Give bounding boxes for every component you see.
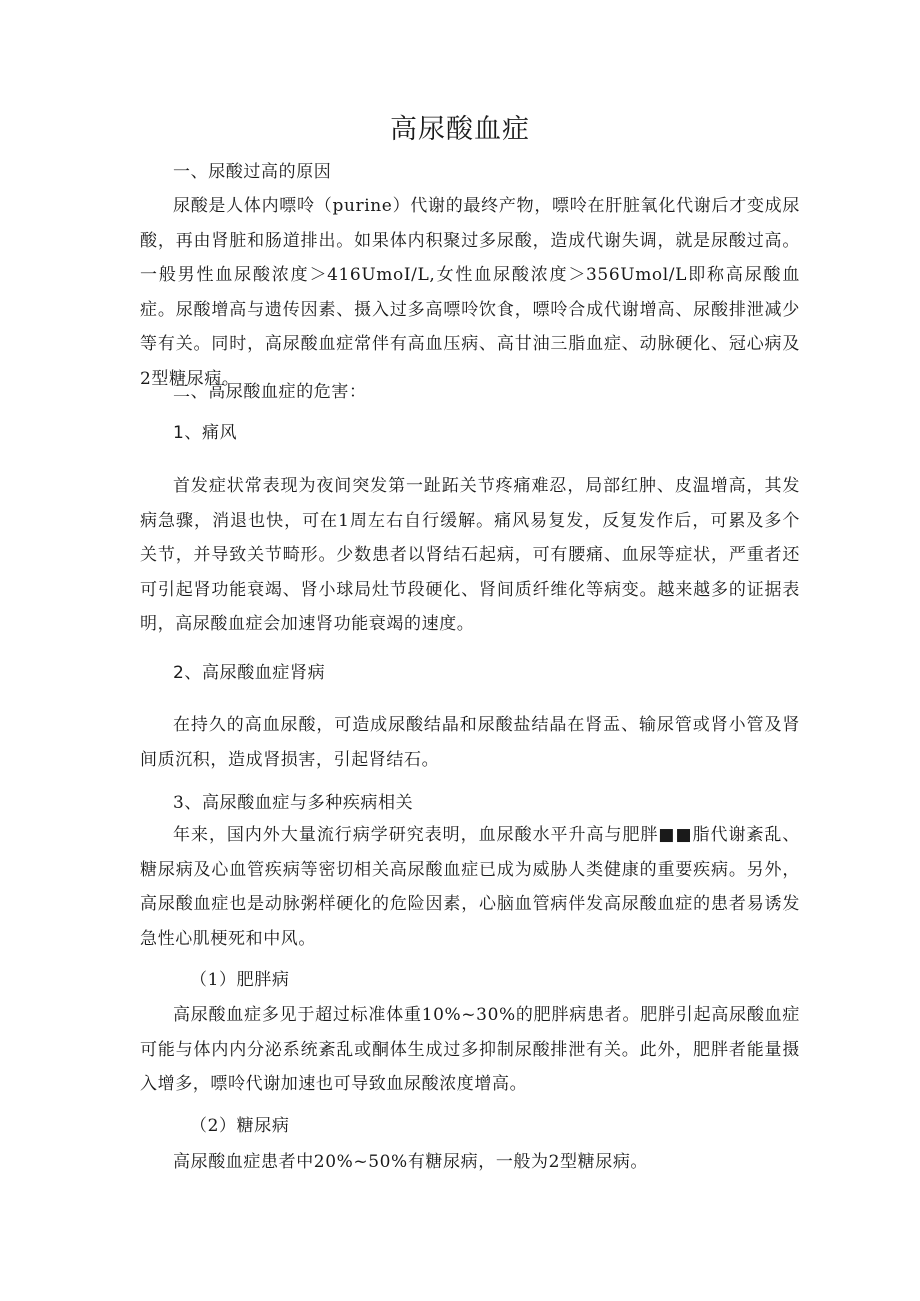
paragraph-causes: 尿酸是人体内嘌呤（purine）代谢的最终产物，嘌呤在肝脏氧化代谢后才变成尿酸，再由肾脏和肠道排出。如果体内积聚过多尿酸，造成代谢失调，就是尿酸过高。一般男性血尿酸浓度＞416UmoI/L,女性血尿酸浓度＞356Umol/L即称高尿酸血症。尿酸增高与遗传因素、摄入过多高嘌呤饮食，嘌呤合成代谢增高、尿酸排泄减少等有关。同时，高尿酸血症常伴有高血压病、高甘油三脂血症、动脉硬化、冠心病及2型糖尿病。 bbox=[140, 196, 800, 389]
paragraph-related-diseases: 年来，国内外大量流行病学研究表明，血尿酸水平升高与肥胖■■脂代谢紊乱、糖尿病及心血管疾病等密切相关高尿酸血症已成为威胁人类健康的重要疾病。另外，高尿酸血症也是动脉粥样硬化的危险因素，心脑血管病伴发高尿酸血症的患者易诱发急性心肌梗死和中风。 bbox=[140, 825, 800, 949]
subheading-obesity: （1）肥胖病 bbox=[190, 970, 290, 990]
subheading-related-diseases: 3、高尿酸血症与多种疾病相关 bbox=[173, 793, 414, 813]
subheading-gout: 1、痛风 bbox=[173, 423, 238, 443]
paragraph-nephropathy: 在持久的高血尿酸，可造成尿酸结晶和尿酸盐结晶在肾盂、输尿管或肾小管及肾间质沉积，造成肾损害，引起肾结石。 bbox=[140, 715, 800, 770]
paragraph-obesity: 高尿酸血症多见于超过标准体重10%~30%的肥胖病患者。肥胖引起高尿酸血症可能与体内内分泌系统紊乱或酮体生成过多抑制尿酸排泄有关。此外，肥胖者能量摄入增多，嘌呤代谢加速也可导致血尿酸浓度增高。 bbox=[140, 1005, 800, 1095]
document-title: 高尿酸血症 bbox=[390, 114, 530, 145]
paragraph-gout: 首发症状常表现为夜间突发第一趾跖关节疼痛难忍，局部红肿、皮温增高，其发病急骤，消退也快，可在1周左右自行缓解。痛风易复发，反复发作后，可累及多个关节，并导致关节畸形。少数患者以肾结石起病，可有腰痛、血尿等症状，严重者还可引起肾功能衰竭、肾小球局灶节段硬化、肾间质纤维化等病变。越来越多的证据表明，高尿酸血症会加速肾功能衰竭的速度。 bbox=[140, 476, 800, 635]
subheading-nephropathy: 2、高尿酸血症肾病 bbox=[173, 663, 326, 683]
section-heading-causes: 一、尿酸过高的原因 bbox=[173, 162, 332, 182]
section-heading-harms: 二、高尿酸血症的危害： bbox=[173, 382, 367, 402]
subheading-diabetes: （2）糖尿病 bbox=[190, 1116, 290, 1136]
paragraph-diabetes: 高尿酸血症患者中20%~50%有糖尿病，一般为2型糖尿病。 bbox=[173, 1152, 649, 1172]
